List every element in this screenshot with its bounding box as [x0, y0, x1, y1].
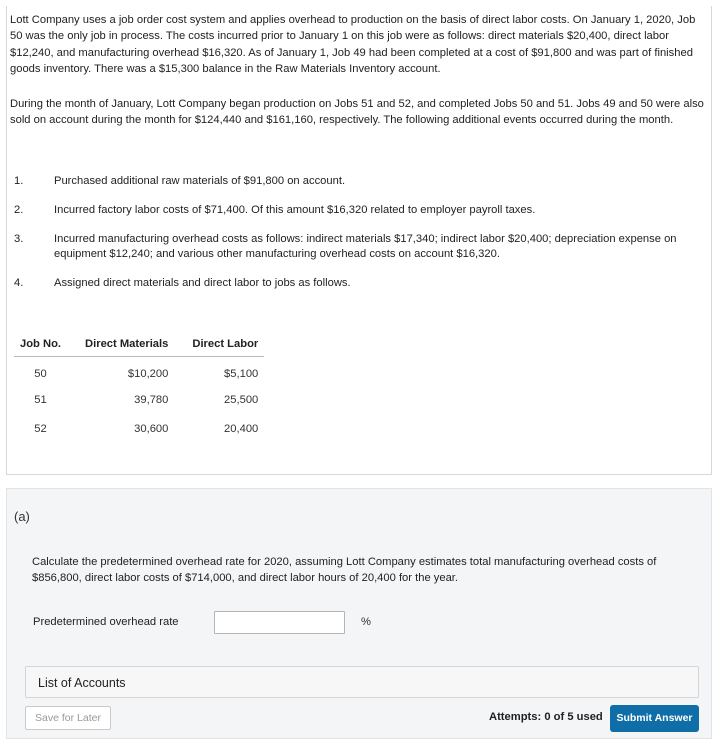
direct-labor-cell: 20,400	[224, 423, 259, 435]
direct-labor-cell: $5,100	[224, 368, 259, 381]
job-number-cell: 50	[34, 368, 47, 381]
table-row	[14, 415, 264, 444]
list-item-text: Incurred factory labor costs of $71,400. Of this amount $16,320 related to employer payroll taxes.	[54, 204, 536, 216]
submit-answer-button[interactable]: Submit Answer	[610, 705, 699, 732]
part-a-panel	[6, 488, 712, 739]
list-item-text: Incurred manufacturing overhead costs as follows: indirect materials $17,340; indirect labor $20,400; depreciation expense on equipment $12,240; and various other manufacturing overhead costs on account $16,320.	[54, 233, 677, 261]
list-item-number: 2.	[14, 204, 24, 216]
direct-labor-cell: 25,500	[224, 394, 259, 406]
problem-intro-paragraph: Lott Company uses a job order cost system and applies overhead to production on the basis of direct labor costs. On January 1, 2020, Job 50 was the only job in process. The costs incurred prior to January 1 on this job were as follows: direct materials $20,400, direct labor $12,240, and manufacturing overhead $16,320. As of January 1, Job 49 had been completed at a cost of $91,800 and was part of finished goods inventory. There was a $15,300 balance in the Raw Materials Inventory account.	[10, 14, 696, 76]
list-of-accounts-button[interactable]	[25, 666, 699, 698]
column-header-direct-labor: Direct Labor	[174, 334, 264, 357]
direct-materials-cell: 30,600	[134, 423, 169, 435]
part-label: (a)	[14, 509, 30, 524]
direct-materials-cell: 39,780	[134, 394, 169, 406]
attempts-counter: Attempts: 0 of 5 used	[489, 711, 603, 723]
list-item-number: 1.	[14, 175, 24, 187]
job-number-cell: 52	[34, 423, 47, 435]
job-number-cell: 51	[34, 394, 47, 406]
overhead-rate-input[interactable]	[214, 611, 345, 634]
list-item-text: Assigned direct materials and direct labor to jobs as follows.	[54, 277, 351, 289]
list-of-accounts-label: List of Accounts	[38, 676, 126, 690]
list-item-number: 4.	[14, 277, 24, 289]
table-header-row	[14, 334, 264, 357]
column-header-job-no: Job No.	[14, 334, 67, 357]
rate-label: Predetermined overhead rate	[33, 616, 179, 628]
problem-january-paragraph: During the month of January, Lott Company began production on Jobs 51 and 52, and completed Jobs 50 and 51. Jobs 49 and 50 were also sold on account during the month for $124,440 and $161,160, respectively. The following additional events occurred during the month.	[10, 98, 704, 127]
column-header-direct-materials: Direct Materials	[67, 334, 174, 357]
list-item-text: Purchased additional raw materials of $91,800 on account.	[54, 175, 346, 187]
list-item-number: 3.	[14, 233, 24, 245]
percent-unit: %	[361, 616, 371, 628]
direct-materials-cell: $10,200	[127, 368, 169, 381]
table-row	[14, 357, 264, 386]
table-row	[14, 386, 264, 415]
job-costs-table	[14, 334, 264, 444]
part-question: Calculate the predetermined overhead rate for 2020, assuming Lott Company estimates total manufacturing overhead costs of $856,800, direct labor costs of $714,000, and direct labor hours of 20,400 for the year.	[32, 556, 657, 584]
save-for-later-button[interactable]: Save for Later	[25, 706, 111, 730]
